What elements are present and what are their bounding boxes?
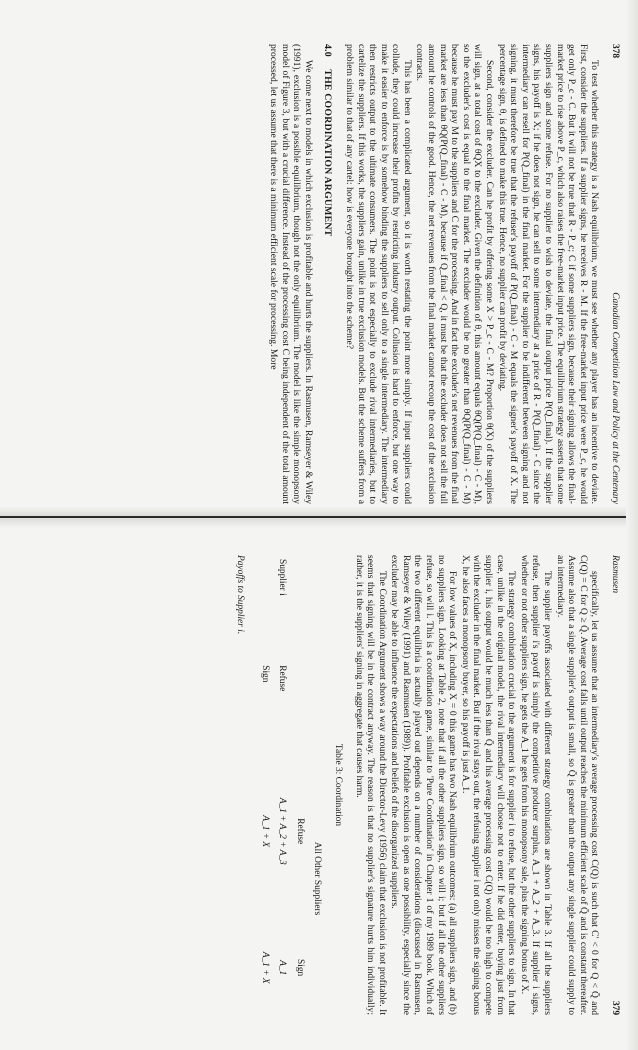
section-heading bbox=[322, 44, 334, 504]
table-row bbox=[273, 555, 291, 1015]
row-group-label: Supplier i bbox=[277, 559, 288, 596]
paragraph: We come next to models in which exclusion is profitable and hurts the suppliers. In Rasmusen, Ramseyer & Wiley (1991), exclusion is a possible equilibrium, though not the only equilibrium. The model is like the simple monopsony model of Figure 3, but with a crucial difference. Instead of the processing cost C being independent of the total amount processed, let us assume that there is a minimum efficient scale for processing. More bbox=[267, 44, 314, 504]
table-cell: A_1 + X bbox=[259, 951, 270, 984]
running-head: Rasmusen bbox=[610, 555, 620, 594]
table-row bbox=[255, 555, 273, 1015]
paragraph: For low values of X, including X = 0 this game has two Nash equilibrium outcomes: (a) all suppliers sign, and (b) no suppliers sign. Looking at Table 2, note that if all the other suppliers sign, so will i; but if all the other suppliers refuse, so will i. This is a coordination game, similar to 'Pure Coordination' in Chapter 1 of my 1989 book. Which of the two different equilibria is actually played out depends on a number of considerations (discussed in Rasmusen, Ramseyer & Wiley (1991) and Rasmusen (1989)). Profitable exclusion is open as one possibility, especially since the excluder may be able to influence the expectations and beliefs of the disorganized suppliers. bbox=[389, 555, 459, 1015]
page-379 bbox=[55, 555, 620, 1015]
paragraph: To test whether this strategy is a Nash equilibrium, we must see whether any player has an incentive to deviate. First, consider the suppliers. If a supplier signs, he receives R - M. If the free-market input price were P_c, he would get only P_c - C. But it will not be true that R - P_c; C if some suppliers sign, because their signing allows the final-market price to rise above P_c, which also raises the free-market input price. The equilibrium strategy asserts that some suppliers sign and some refuse. For no supplier to wish to deviate, the final output price P(Q_final). If the supplier signs, his payoff is X; if he does not sign, he can sell to some intermediary at a price of R - P(Q_final) - C since the intermediary can resell for P(Q_final) in the final market. For the supplier to be indifferent between signing and not signing, it must therefore be true that the refuser's payoff of P(Q_final) - C - M equals the signer's payoff of X. The percentage sign, θ, is defined to make this true. Hence, no supplier can profit by deviating. bbox=[496, 44, 601, 504]
paragraph: specifically, let us assume that an intermediary's average processing cost C(Q) is such that C' < 0 for Q < Q̄ and C(Q) = C for Q ≥ Q̄. Average cost falls until output reaches the minimum efficient scale of Q̄ and is constant thereafter. Assume also that a single supplier's output is small, so Q̄ is greater than the output any single supplier could supply to an intermediary. bbox=[554, 555, 601, 1015]
row-header-sign: Sign bbox=[259, 665, 270, 683]
paragraph: Second, consider the excluder. Can he profit by offering some X > P_c - C - M? Proportion θ(X) of the suppliers will sign, at a total cost of θQX to the excluder. Given the definition of θ, this amount equals θQ(P(Q_final) - C - M), so the excluder's cost is equal to the final market. The excluder would be no greater than θQ(P(Q_final) - C - M) because he must pay M to the suppliers and C for the processing. And in fact the excluder's net revenues from the final market are less than θQ(P(Q_final) - C - M), because if Q_final < Q, it must be that the excluder does not sell the full amount he controls of the good. Hence, the net revenues from the final market cannot recoup the cost of the exclusion contracts. bbox=[414, 44, 496, 504]
page-number: 378 bbox=[610, 44, 620, 59]
payoff-table bbox=[255, 555, 325, 1015]
payoff-table-block bbox=[233, 555, 343, 1015]
page-378 bbox=[55, 44, 620, 504]
column-header-sign: Sign bbox=[294, 959, 305, 977]
column-group-label: All Other Suppliers bbox=[312, 841, 323, 916]
running-head: Canadian Competition Law and Policy at the Centenary bbox=[610, 292, 620, 504]
paragraph: This has been a complicated argument, so it is worth restating the point more simply. If input suppliers could collude, they could increase their profits by restricting industry output. Collusion is hard to enforce, but one way to make it easier to enforce is by somehow binding the suppliers to sell only to a single intermediary. The intermediary then restricts output to the ultimate consumers. The point is not especially to exclude rival intermediaries, but to cartelize the suppliers. If this works, the suppliers gain, unlike in true exclusion models. But the scheme suffers from a problem similar to that of any cartel: how is everyone brought into the scheme? bbox=[343, 44, 413, 504]
column-header-refuse: Refuse bbox=[294, 818, 305, 845]
table-caption: Payoffs to Supplier i. bbox=[234, 555, 245, 635]
table-cell: A_1 + X bbox=[259, 815, 270, 848]
table-row bbox=[308, 555, 326, 1015]
paragraph: The supplier payoffs associated with different strategy combinations are shown in Table 3. If all the suppliers refuse, then supplier i's payoff is simply the competitive producer surplus, A_1 + A_2 + A_3. If supplier i signs, whether or not other suppliers sign, he gets the A_1 he gets from his monopsony sale, plus the signing bonus of X. bbox=[518, 555, 554, 1015]
page-gutter bbox=[0, 516, 638, 518]
page-header bbox=[608, 555, 620, 1015]
table-title: Table 3: Coordination bbox=[332, 743, 343, 827]
paragraph: The Coordination Argument shows a way around the Director-Levy (1956) claim that exclusion is not profitable. It seems that signing will be in the contract anyway. The reason is that no supplier's signature hurts him individually; rather, it is the suppliers' signing in aggregate that causes harm. bbox=[353, 555, 388, 1015]
section-title: THE COORDINATION ARGUMENT bbox=[322, 69, 334, 237]
table-cell: A_1 bbox=[277, 960, 288, 976]
page-number: 379 bbox=[610, 1000, 620, 1015]
table-cell: A_1 + A_2 + A_3 bbox=[277, 797, 288, 865]
table-row bbox=[290, 555, 308, 1015]
page-header bbox=[608, 44, 620, 504]
row-header-refuse: Refuse bbox=[277, 665, 288, 692]
section-number: 4.0 bbox=[322, 44, 334, 57]
paragraph: The strategy combination crucial to the argument is for supplier i to refuse, but the other suppliers to sign. In that case, unlike in the original model, the rival intermediary will choose not to enter. If he did enter, buying just from supplier i, his output would be much less than Q̄ and his average processing cost C(Q) would be too high to compete with the excluder in the final market. But if the rival stays out, the refusing supplier i not only misses the signing bonus X, he also faces a monopsony buyer, so his payoff is just A_1. bbox=[459, 555, 518, 1015]
page-edge bbox=[626, 0, 638, 1050]
